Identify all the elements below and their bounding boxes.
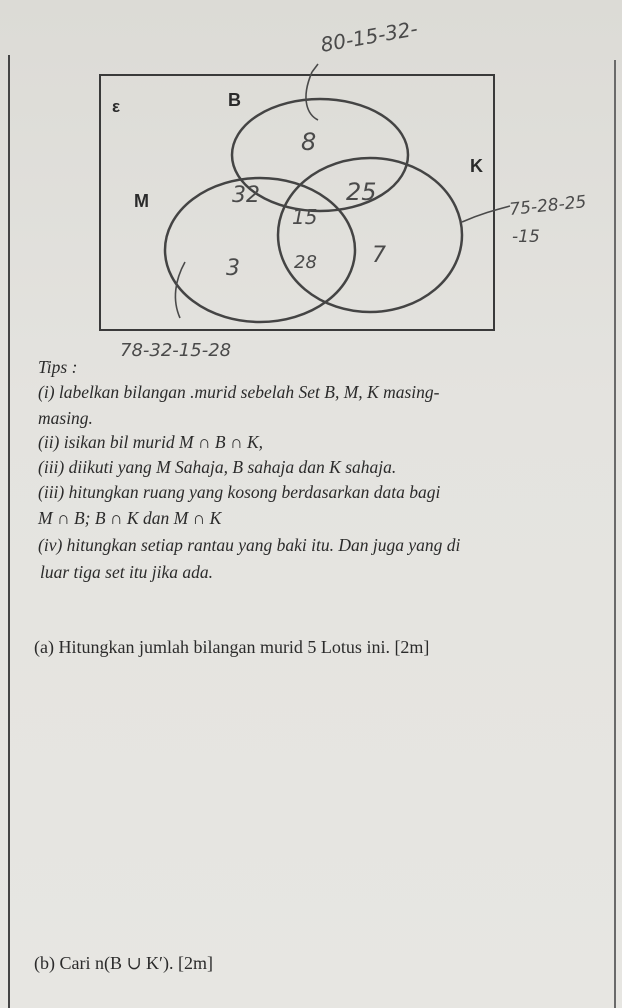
tip-line-4: (iii) diikuti yang M Sahaja, B sahaja dan K sahaja. [38,457,397,477]
arrow-right [462,206,510,222]
venn-diagram [0,0,622,360]
question-b: (b) Cari n(B ∪ K′). [2m] [34,953,213,973]
region-k-only: 7 [372,243,386,268]
scribble-right-2: -15 [512,227,540,247]
tip-line-6: M ∩ B; B ∩ K dan M ∩ K [38,508,222,528]
scribble-bottom: 78-32-15-28 [120,340,232,360]
region-all: 15 [292,205,318,229]
scribble-top: 80-15-32- [318,16,420,57]
arrow-top [306,72,318,120]
universal-label: ε [112,97,121,116]
tips-title: Tips : [38,357,78,377]
region-m-and-b: 32 [232,183,260,208]
scribble-right-1: 75-28-25 [508,192,588,220]
universal-set-box [100,75,494,330]
arrow-top-head [312,64,318,72]
tip-line-2: masing. [38,408,93,428]
region-m-only: 3 [226,256,240,281]
tip-line-7: (iv) hitungkan setiap rantau yang baki itu. Dan juga yang di [38,535,461,555]
region-m-and-k: 28 [294,252,317,273]
tip-line-1: (i) labelkan bilangan .murid sebelah Set B, M, K masing- [38,382,440,402]
region-b-and-k: 25 [346,178,377,206]
tip-line-3: (ii) isikan bil murid M ∩ B ∩ K, [38,432,264,452]
region-b-only: 8 [301,128,317,156]
tip-line-8: luar tiga set itu jika ada. [40,562,214,582]
set-k-label: K [470,156,483,176]
set-m-label: M [134,191,149,211]
set-m-circle [165,178,355,322]
question-a: (a) Hitungkan jumlah bilangan murid 5 Lotus ini. [2m] [34,637,430,657]
set-b-label: B [228,90,241,110]
tip-line-5: (iii) hitungkan ruang yang kosong berdasarkan data bagi [38,482,441,502]
